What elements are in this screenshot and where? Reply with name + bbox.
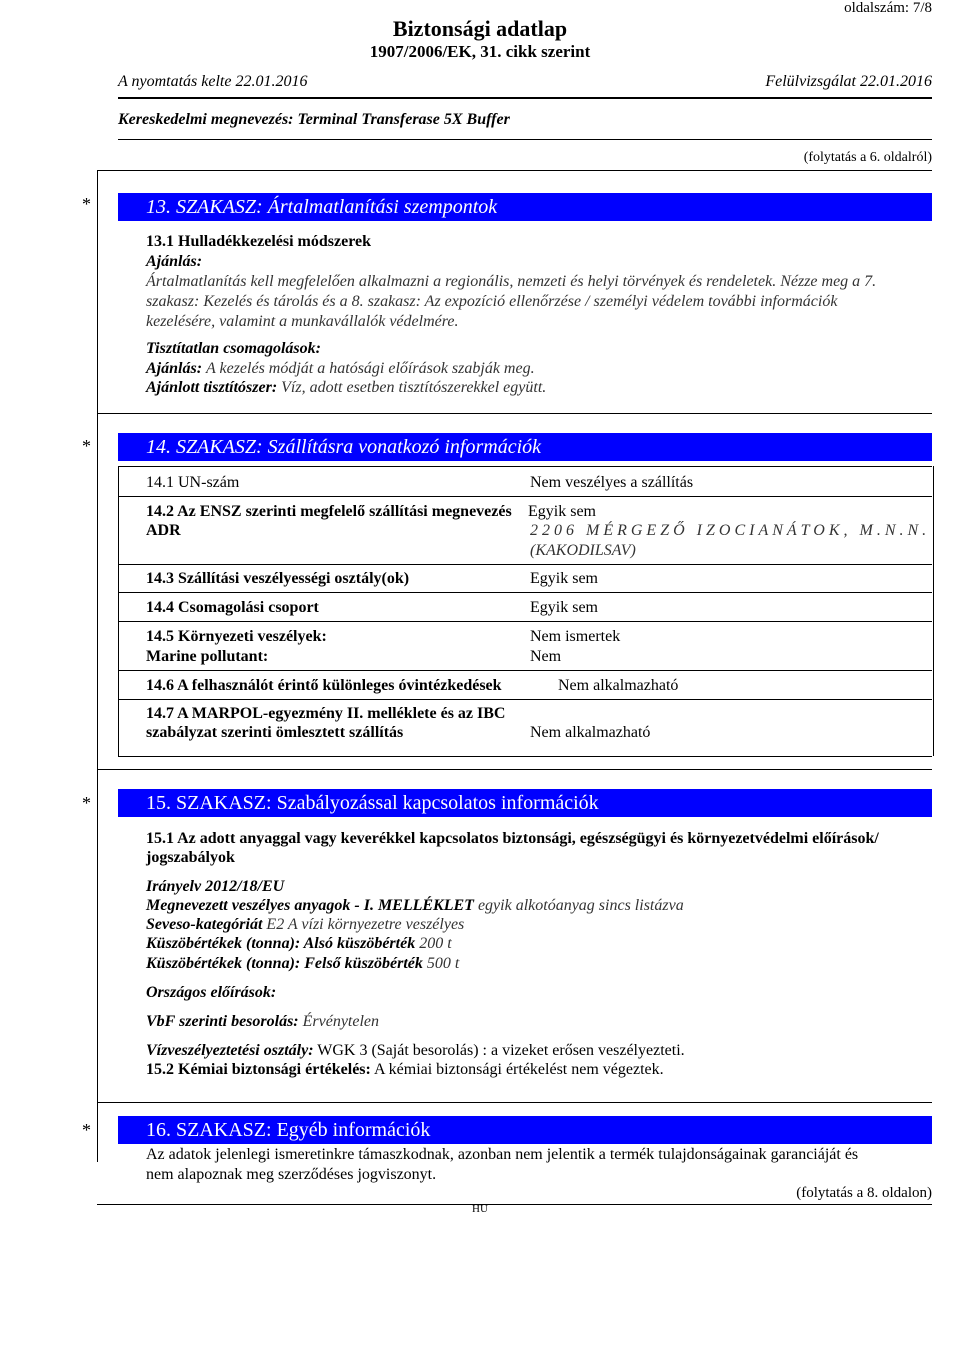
s15-subsection-line1: 15.1 Az adott anyaggal vagy keverékkel kapcsolatos biztonsági, egészségügyi és környezetvédelmi előírások/ <box>146 830 879 847</box>
change-bar <box>97 170 98 413</box>
change-marker: * <box>82 1120 91 1140</box>
section-divider <box>97 170 932 171</box>
marpol-value: Nem alkalmazható <box>530 724 651 741</box>
seveso-label: Seveso-kategóriát <box>146 916 263 933</box>
s16-text-line2: nem alapoznak meg szerződéses jogviszonyt. <box>146 1166 437 1183</box>
section-divider <box>97 413 932 414</box>
page-number: oldalszám: 7/8 <box>844 0 932 16</box>
s13-recommendation-line3: kezelésére, valamint a munkavállalók védelmére. <box>146 313 459 330</box>
s13-recommendation-line1: Ártalmatlanítás kell megfelelően alkalmazni a regionális, nemzeti és helyi törvények és rendeletek. Nézze meg a 7. <box>146 273 877 290</box>
seveso-line <box>146 916 464 934</box>
s13-recommendation-line2: szakasz: Kezelés és tárolás és a 8. szakasz: Az expozíció ellenőrzése / személyi védelem további információk <box>146 293 838 310</box>
marine-pollutant-label: Marine pollutant: <box>146 648 269 665</box>
s13-cleaner-text: Víz, adott esetben tisztítószerekkel együtt. <box>281 379 547 396</box>
upper-threshold-value: 500 t <box>426 955 460 972</box>
packing-group-label: 14.4 Csomagolási csoport <box>146 599 319 616</box>
un-number-value: Nem veszélyes a szállítás <box>530 474 694 491</box>
packing-group-value: Egyik sem <box>530 599 598 616</box>
continued-from: (folytatás a 6. oldalról) <box>803 150 932 165</box>
csa-value: A kémiai biztonsági értékelést nem végeztek. <box>373 1061 664 1078</box>
lower-threshold-line <box>146 935 452 953</box>
user-precautions-value: Nem alkalmazható <box>558 677 679 694</box>
wgk-value: WGK 3 (Saját besorolás) : a vizeket erősen veszélyezteti. <box>317 1042 685 1059</box>
hazard-class-value: Egyik sem <box>530 570 598 587</box>
s13-cleaner <box>146 379 546 397</box>
change-bar <box>97 1102 98 1162</box>
vbf-line <box>146 1013 379 1031</box>
upper-threshold-line <box>146 955 459 973</box>
s15-subsection-line2: jogszabályok <box>146 849 235 866</box>
trade-name: Kereskedelmi megnevezés: Terminal Transferase 5X Buffer <box>118 111 510 128</box>
row-divider <box>118 496 932 497</box>
marpol-label-line2: szabályzat szerinti ömlesztett szállítás <box>146 724 404 741</box>
s13-pack-rec-text: A kezelés módját a hatósági előírások szabják meg. <box>206 360 535 377</box>
wgk-label: Vízveszélyeztetési osztály: <box>146 1042 314 1059</box>
csa-label: 15.2 Kémiai biztonsági értékelés: <box>146 1061 371 1078</box>
upper-threshold-label: Küszöbértékek (tonna): Felső küszöbérték <box>146 955 423 972</box>
change-marker: * <box>82 436 91 456</box>
document-title: Biztonsági adatlap <box>392 16 568 41</box>
marpol-label-line1: 14.7 A MARPOL-egyezmény II. melléklete és az IBC <box>146 705 506 722</box>
adr-value-line2: (KAKODILSAV) <box>530 542 636 559</box>
adr-label: ADR <box>146 522 181 539</box>
section-15-header <box>118 789 932 817</box>
marine-pollutant-value: Nem <box>530 648 562 665</box>
box-top <box>118 466 932 467</box>
annex-label: Megnevezett veszélyes anyagok - I. MELLÉKLET <box>146 897 474 914</box>
print-date: A nyomtatás kelte 22.01.2016 <box>118 73 308 90</box>
trade-divider <box>118 139 932 140</box>
section-14-title: 14. SZAKASZ: Szállításra vonatkozó információk <box>146 436 541 458</box>
section-15-title: 15. SZAKASZ: Szabályozással kapcsolatos információk <box>146 792 599 814</box>
lower-threshold-label: Küszöbértékek (tonna): Alsó küszöbérték <box>146 935 416 952</box>
continued-to: (folytatás a 8. oldalon) <box>796 1185 932 1201</box>
directive-label: Irányelv 2012/18/EU <box>146 878 285 895</box>
hazard-class-label: 14.3 Szállítási veszélyességi osztály(ok) <box>146 570 410 587</box>
header-divider <box>118 97 932 99</box>
adr-value-line1: 2206 MÉRGEZŐ IZOCIANÁTOK, M.N.N. <box>530 522 931 539</box>
section-13-header <box>118 193 932 221</box>
row-divider <box>118 564 932 565</box>
change-marker: * <box>82 194 91 214</box>
lower-threshold-value: 200 t <box>419 935 452 952</box>
section-14-header <box>118 433 932 461</box>
annex-line <box>146 897 684 915</box>
un-number-label: 14.1 UN-szám <box>146 474 240 491</box>
section-13-title: 13. SZAKASZ: Ártalmatlanítási szempontok <box>146 196 498 218</box>
seveso-text: E2 A vízi környezetre veszélyes <box>266 916 465 933</box>
user-precautions-label: 14.6 A felhasználót érintő különleges óvintézkedések <box>146 677 502 694</box>
s13-recommendation-label: Ajánlás: <box>146 253 203 270</box>
s13-subsection-title: 13.1 Hulladékkezelési módszerek <box>146 233 372 250</box>
section-16-title: 16. SZAKASZ: Egyéb információk <box>146 1119 431 1141</box>
s13-packaging-label: Tisztítatlan csomagolások: <box>146 340 321 357</box>
change-marker: * <box>82 793 91 813</box>
language-code: HU <box>472 1203 488 1215</box>
change-bar <box>97 413 98 769</box>
shipping-name-label: 14.2 Az ENSZ szerinti megfelelő szállítási megnevezés <box>146 503 512 520</box>
csa-line <box>146 1061 664 1079</box>
row-divider <box>118 670 932 671</box>
row-divider <box>118 621 932 622</box>
environmental-hazard-label: 14.5 Környezeti veszélyek: <box>146 628 327 645</box>
vbf-label: VbF szerinti besorolás: <box>146 1013 299 1030</box>
shipping-name-value: Egyik sem <box>528 503 596 520</box>
change-bar <box>97 769 98 1102</box>
section-divider <box>97 1102 932 1103</box>
vbf-value: Érvénytelen <box>302 1013 380 1030</box>
row-divider <box>118 699 932 700</box>
s16-text-line1: Az adatok jelenlegi ismeretinkre támaszkodnak, azonban nem jelentik a termék tulajdonságainak garanciáját és <box>146 1146 859 1163</box>
wgk-line <box>146 1042 685 1060</box>
section-divider <box>97 769 932 770</box>
row-divider <box>118 592 932 593</box>
box-bottom <box>118 756 932 757</box>
revision-date: Felülvizsgálat 22.01.2016 <box>765 73 932 90</box>
annex-text: egyik alkotóanyag sincs listázva <box>477 897 684 914</box>
section-16-header <box>118 1116 932 1144</box>
environmental-hazard-value: Nem ismertek <box>530 628 621 645</box>
national-regulations-label: Országos előírások: <box>146 984 277 1001</box>
document-subtitle: 1907/2006/EK, 31. cikk szerint <box>369 42 591 61</box>
s13-packaging-recommendation <box>146 360 535 378</box>
s13-pack-rec-label: Ajánlás: <box>146 360 203 377</box>
s13-cleaner-label: Ajánlott tisztítószer: <box>146 379 278 396</box>
